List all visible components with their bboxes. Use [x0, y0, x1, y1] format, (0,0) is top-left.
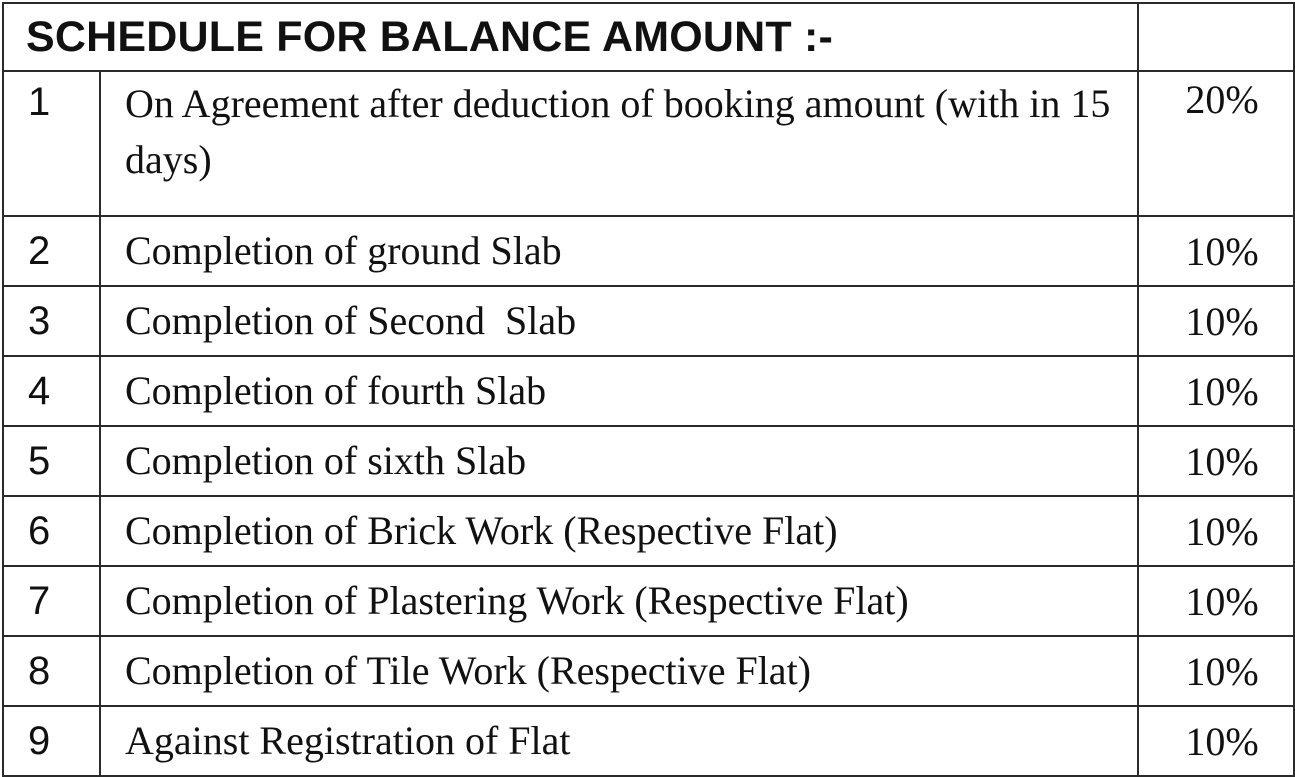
table-row [3, 216, 1294, 286]
row-percentage: 10% [1138, 426, 1294, 496]
row-description: Completion of fourth Slab [100, 356, 1138, 426]
row-percentage: 10% [1138, 496, 1294, 566]
row-number: 9 [3, 706, 100, 776]
table-header-row [3, 3, 1294, 71]
row-number: 1 [3, 71, 100, 216]
header-empty-cell [1138, 3, 1294, 71]
row-description: Completion of ground Slab [100, 216, 1138, 286]
row-description: Completion of Brick Work (Respective Flat) [100, 496, 1138, 566]
row-number: 6 [3, 496, 100, 566]
table-row [3, 286, 1294, 356]
row-percentage: 10% [1138, 356, 1294, 426]
row-number: 4 [3, 356, 100, 426]
table-row [3, 636, 1294, 706]
row-percentage: 10% [1138, 216, 1294, 286]
table-row [3, 356, 1294, 426]
row-number: 2 [3, 216, 100, 286]
row-percentage: 20% [1138, 71, 1294, 216]
row-description: Completion of Plastering Work (Respective Flat) [100, 566, 1138, 636]
schedule-title: SCHEDULE FOR BALANCE AMOUNT :- [3, 3, 1138, 71]
row-description: Completion of Second Slab [100, 286, 1138, 356]
row-number: 3 [3, 286, 100, 356]
row-description: Completion of sixth Slab [100, 426, 1138, 496]
row-percentage: 10% [1138, 706, 1294, 776]
table-row [3, 426, 1294, 496]
row-description: On Agreement after deduction of booking amount (with in 15 days) [100, 71, 1138, 216]
table-row [3, 706, 1294, 776]
table-row [3, 496, 1294, 566]
table-row [3, 566, 1294, 636]
row-number: 5 [3, 426, 100, 496]
payment-schedule-table [2, 2, 1295, 777]
row-description: Completion of Tile Work (Respective Flat) [100, 636, 1138, 706]
row-percentage: 10% [1138, 636, 1294, 706]
row-percentage: 10% [1138, 566, 1294, 636]
row-percentage: 10% [1138, 286, 1294, 356]
row-description: Against Registration of Flat [100, 706, 1138, 776]
table-row [3, 71, 1294, 216]
row-number: 7 [3, 566, 100, 636]
row-number: 8 [3, 636, 100, 706]
